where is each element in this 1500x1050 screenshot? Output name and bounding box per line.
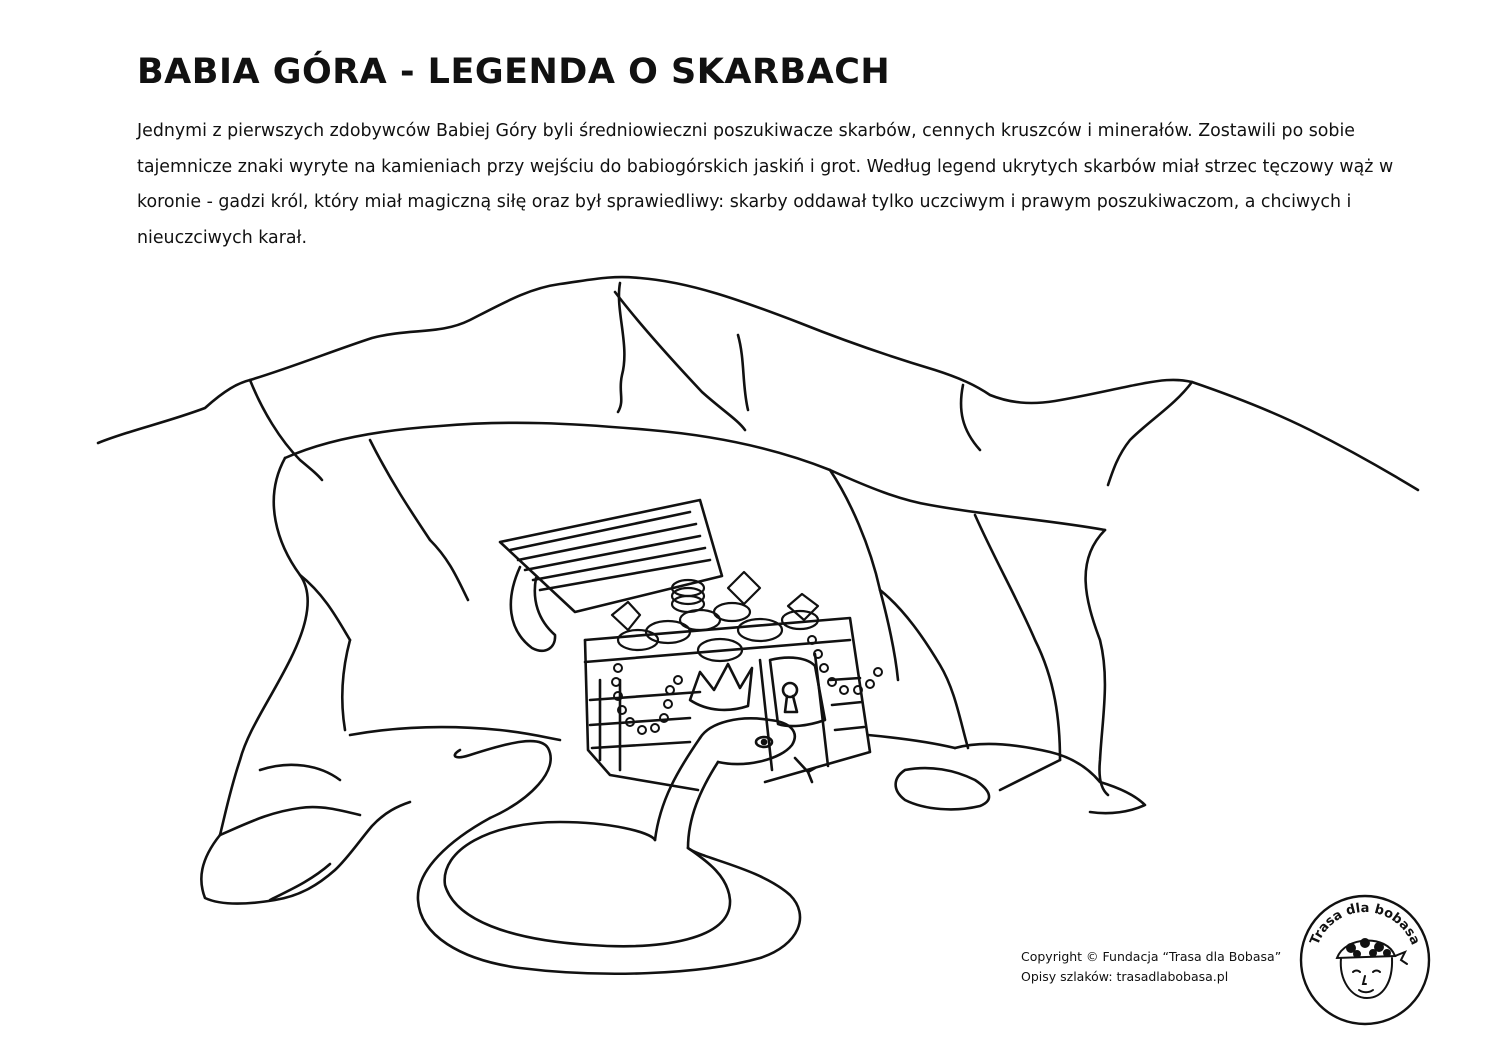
cave-rocks	[201, 423, 1145, 904]
copyright-notice	[1021, 947, 1281, 987]
mountain-ridge	[98, 277, 1418, 490]
treasure-chest	[500, 500, 882, 790]
logo-text: Trasa dla bobasa	[1307, 901, 1423, 948]
copyright-line: Copyright © Fundacja “Trasa dla Bobasa”	[1021, 949, 1282, 964]
snake-king	[418, 664, 815, 974]
trasa-dla-bobasa-logo[interactable]	[1295, 890, 1435, 1030]
page-title: BABIA GÓRA - LEGENDA O SKARBACH	[137, 52, 891, 92]
trails-line: Opisy szlaków: trasadlabobasa.pl	[1021, 969, 1229, 984]
legend-text: Jednymi z pierwszych zdobywców Babiej Góry byli średniowieczni poszukiwacze skarbów, cennych kruszców i minerałów. Zostawili po sobie tajemnicze znaki wyryte na kamieniach przy wejściu do babiogórskich jaskiń i grot. Według legend ukrytych skarbów miał strzec tęczowy wąż w koronie - gadzi król, który miał magiczną siłę oraz był sprawiedliwy: skarby oddawał tylko uczciwym i prawym poszukiwaczom, a chciwych i nieuczciwych karał.	[137, 121, 1394, 248]
